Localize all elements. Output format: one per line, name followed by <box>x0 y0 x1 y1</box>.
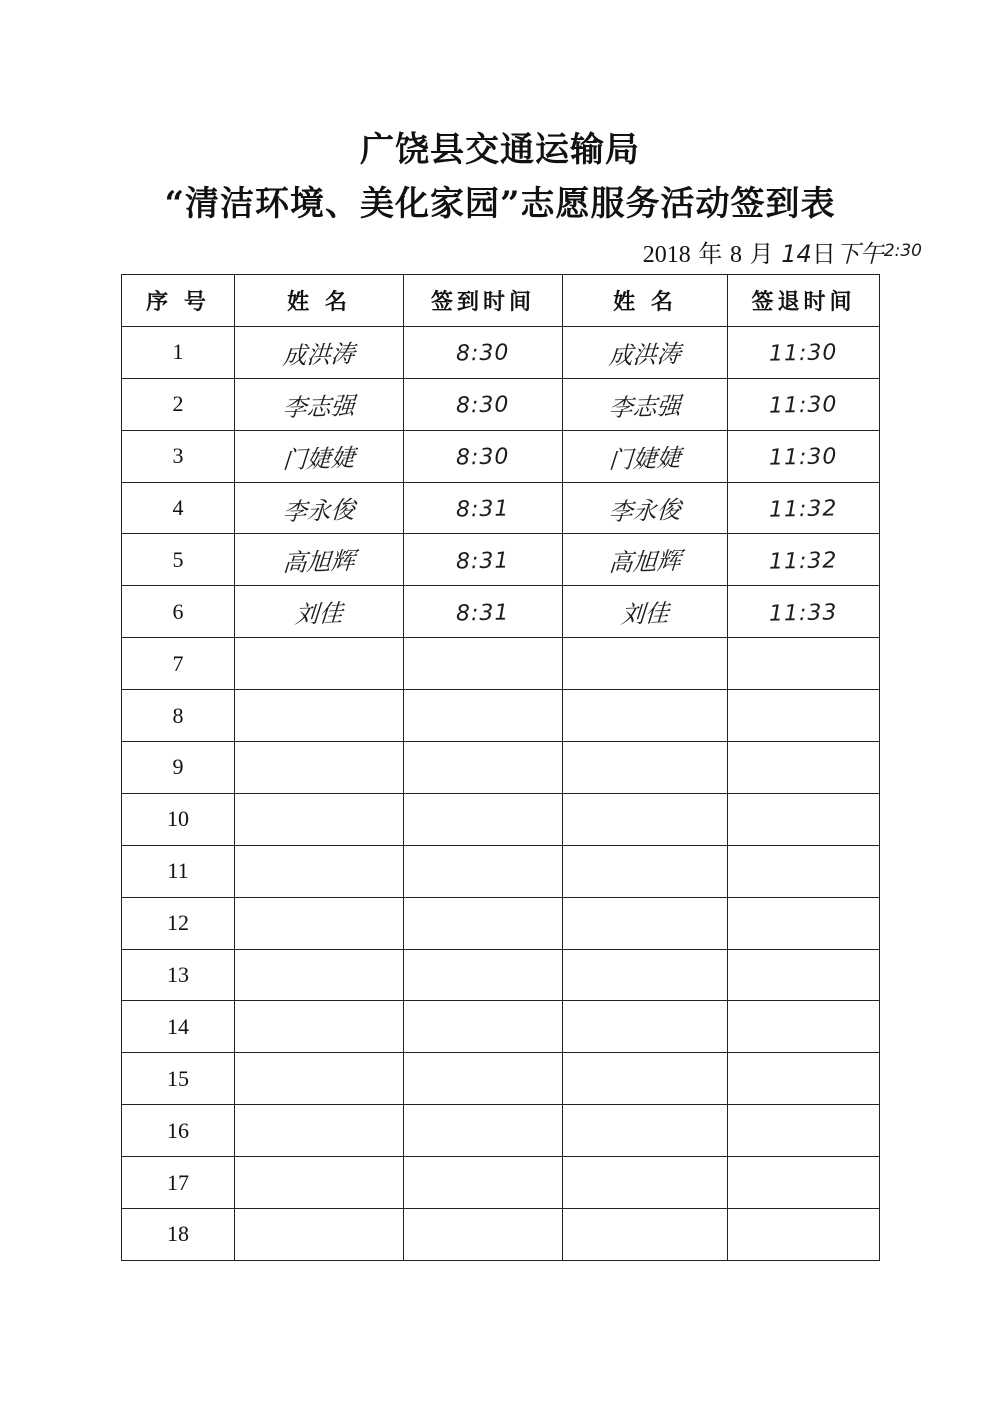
time-out <box>728 845 880 897</box>
time-in-text: 8:30 <box>456 392 510 419</box>
signature-in <box>235 430 404 482</box>
signature-in <box>235 482 404 534</box>
signature-in <box>235 897 404 949</box>
signature-out <box>563 482 728 534</box>
time-out <box>728 586 880 638</box>
signature-out-text: 成洪涛 <box>607 339 682 371</box>
time-in-text: 8:30 <box>456 340 510 367</box>
time-in <box>404 1105 563 1157</box>
signature-in <box>235 793 404 845</box>
header-time-out: 签退时间 <box>728 275 880 327</box>
signature-out <box>563 378 728 430</box>
table-row <box>122 1001 880 1053</box>
signature-in <box>235 1209 404 1261</box>
row-number: 12 <box>122 897 235 949</box>
time-in-text: 8:31 <box>456 600 510 627</box>
table-row <box>122 534 880 586</box>
signature-in <box>235 1157 404 1209</box>
signature-out <box>563 1209 728 1261</box>
time-in <box>404 793 563 845</box>
time-out <box>728 638 880 690</box>
table-row <box>122 742 880 794</box>
table-row <box>122 1209 880 1261</box>
time-out <box>728 534 880 586</box>
signature-out <box>563 1001 728 1053</box>
table-row <box>122 690 880 742</box>
time-in <box>404 1157 563 1209</box>
time-in <box>404 1001 563 1053</box>
signature-out <box>563 1105 728 1157</box>
time-in <box>404 638 563 690</box>
signature-out <box>563 638 728 690</box>
row-number: 2 <box>122 378 235 430</box>
row-number: 10 <box>122 793 235 845</box>
time-in <box>404 690 563 742</box>
signature-out <box>563 949 728 1001</box>
time-out <box>728 690 880 742</box>
date-line <box>643 234 922 269</box>
signature-in-text: 门婕婕 <box>281 443 356 474</box>
time-in <box>404 326 563 378</box>
row-number: 8 <box>122 690 235 742</box>
sign-in-table <box>121 274 880 1261</box>
signature-in <box>235 1053 404 1105</box>
table-row <box>122 845 880 897</box>
time-out <box>728 949 880 1001</box>
time-in-text: 8:30 <box>456 444 510 471</box>
time-out <box>728 793 880 845</box>
row-number: 6 <box>122 586 235 638</box>
signature-out <box>563 897 728 949</box>
time-out <box>728 378 880 430</box>
signature-in-text: 高旭辉 <box>281 547 356 578</box>
activity-title: “清洁环境、美化家园”志愿服务活动签到表 <box>164 184 836 224</box>
time-in <box>404 742 563 794</box>
table-row <box>122 326 880 378</box>
table-row <box>122 897 880 949</box>
table-row <box>122 1157 880 1209</box>
time-in <box>404 378 563 430</box>
table-row <box>122 949 880 1001</box>
signature-in <box>235 690 404 742</box>
signature-in <box>235 586 404 638</box>
time-in-text: 8:31 <box>456 548 510 575</box>
signature-in-text: 李志强 <box>281 391 356 423</box>
row-number: 11 <box>122 845 235 897</box>
row-number: 1 <box>122 326 235 378</box>
row-number: 7 <box>122 638 235 690</box>
signature-in-text: 成洪涛 <box>281 339 356 371</box>
time-in <box>404 1209 563 1261</box>
table-row <box>122 430 880 482</box>
signature-out <box>563 326 728 378</box>
time-in <box>404 1053 563 1105</box>
signature-in <box>235 949 404 1001</box>
table-header-row <box>122 275 880 327</box>
time-out <box>728 482 880 534</box>
time-out <box>728 1105 880 1157</box>
time-in-text: 8:31 <box>456 496 510 523</box>
signature-in <box>235 378 404 430</box>
date-month-unit: 月 <box>749 242 774 268</box>
table-row <box>122 586 880 638</box>
date-day-unit: 日 <box>811 242 836 268</box>
signature-in <box>235 1105 404 1157</box>
signature-in-text: 李永俊 <box>281 495 356 526</box>
time-in <box>404 586 563 638</box>
signature-out-text: 刘佳 <box>619 599 670 630</box>
time-out <box>728 1157 880 1209</box>
signature-out <box>563 430 728 482</box>
signature-out <box>563 534 728 586</box>
table-row <box>122 378 880 430</box>
row-number: 15 <box>122 1053 235 1105</box>
time-out <box>728 1001 880 1053</box>
signature-in <box>235 1001 404 1053</box>
time-out <box>728 897 880 949</box>
time-out <box>728 326 880 378</box>
date-time-handwritten: 2:30 <box>883 241 922 261</box>
time-out-text: 11:30 <box>769 392 838 419</box>
time-out-text: 11:33 <box>769 600 838 627</box>
signature-in <box>235 845 404 897</box>
time-out <box>728 430 880 482</box>
time-out-text: 11:32 <box>769 496 838 523</box>
signature-out <box>563 586 728 638</box>
row-number: 14 <box>122 1001 235 1053</box>
time-out-text: 11:30 <box>769 340 838 367</box>
date-year: 2018 <box>642 242 691 268</box>
row-number: 9 <box>122 742 235 794</box>
time-in <box>404 845 563 897</box>
date-day-handwritten: 14 <box>781 240 812 268</box>
signature-out-text: 高旭辉 <box>607 547 682 578</box>
signature-out <box>563 845 728 897</box>
signature-out <box>563 793 728 845</box>
row-number: 13 <box>122 949 235 1001</box>
time-in <box>404 482 563 534</box>
table-row <box>122 482 880 534</box>
signature-in <box>235 638 404 690</box>
table-row <box>122 793 880 845</box>
signature-out <box>563 690 728 742</box>
time-out <box>728 1209 880 1261</box>
header-serial-no: 序 号 <box>122 275 235 327</box>
row-number: 16 <box>122 1105 235 1157</box>
date-month: 8 <box>729 242 742 268</box>
date-period-handwritten: 下午 <box>835 240 884 268</box>
signature-out-text: 李志强 <box>607 391 682 423</box>
time-in <box>404 430 563 482</box>
signature-out <box>563 742 728 794</box>
signature-out-text: 门婕婕 <box>607 443 682 474</box>
date-year-unit: 年 <box>698 242 723 268</box>
row-number: 4 <box>122 482 235 534</box>
header-time-in: 签到时间 <box>404 275 563 327</box>
signature-in <box>235 534 404 586</box>
time-in <box>404 949 563 1001</box>
time-out <box>728 1053 880 1105</box>
signature-in <box>235 326 404 378</box>
signature-in <box>235 742 404 794</box>
time-out-text: 11:30 <box>769 444 838 471</box>
table-row <box>122 638 880 690</box>
row-number: 3 <box>122 430 235 482</box>
signature-out-text: 李永俊 <box>607 495 682 526</box>
time-out-text: 11:32 <box>769 548 838 575</box>
header-name-out: 姓 名 <box>563 275 728 327</box>
signature-out <box>563 1157 728 1209</box>
time-in <box>404 534 563 586</box>
signature-in-text: 刘佳 <box>293 599 344 630</box>
row-number: 5 <box>122 534 235 586</box>
time-out <box>728 742 880 794</box>
org-title: 广饶县交通运输局 <box>360 130 640 170</box>
table-row <box>122 1053 880 1105</box>
header-name-in: 姓 名 <box>235 275 404 327</box>
table-row <box>122 1105 880 1157</box>
signature-out <box>563 1053 728 1105</box>
row-number: 18 <box>122 1209 235 1261</box>
time-in <box>404 897 563 949</box>
row-number: 17 <box>122 1157 235 1209</box>
